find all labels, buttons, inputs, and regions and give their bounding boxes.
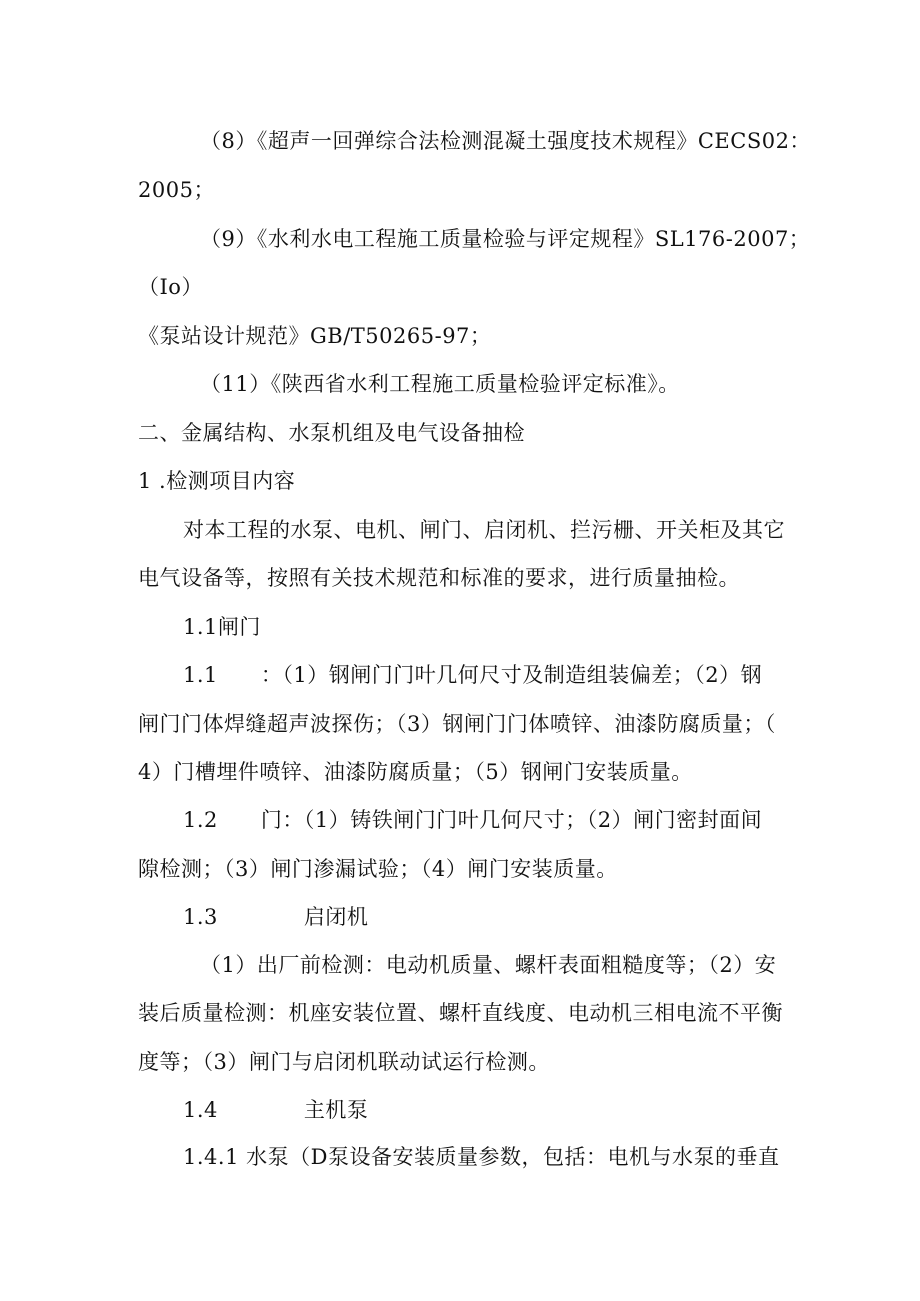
item-1-2-line-1: 1.2 门：（1）铸铁闸门门叶几何尺寸；（2）闸门密封面间: [183, 808, 763, 832]
item-1-3-line-2: 装后质量检测：机座安装位置、螺杆直线度、电动机三相电流不平衡: [138, 1001, 783, 1025]
item-1-4-heading: 1.4 主机泵: [183, 1098, 369, 1122]
reference-item-11: （11）《陕西省水利工程施工质量检验评定标准》。: [200, 372, 680, 396]
paragraph-intro-line-2: 电气设备等，按照有关技术规范和标准的要求，进行质量抽检。: [138, 566, 740, 590]
item-1-1-line-1: 1.1 ：（1）钢闸门门叶几何尺寸及制造组装偏差；（2）钢: [183, 663, 763, 687]
heading-gate: 1.1闸门: [183, 615, 261, 639]
reference-item-10-label: （Io）: [138, 275, 203, 299]
item-1-4-1-line-1: 1.4.1 水泵（D泵设备安装质量参数，包括：电机与水泵的垂直: [183, 1145, 780, 1169]
section-heading: 二、金属结构、水泵机组及电气设备抽检: [138, 421, 525, 445]
subsection-heading: 1 .检测项目内容: [138, 469, 296, 493]
item-1-3-line-1: （1）出厂前检测：电动机质量、螺杆表面粗糙度等；（2）安: [200, 953, 777, 977]
item-1-1-line-3: 4）门槽埋件喷锌、油漆防腐质量；（5）钢闸门安装质量。: [138, 760, 693, 784]
item-1-2-line-2: 隙检测；（3）闸门渗漏试验；（4）闸门安装质量。: [138, 857, 618, 881]
paragraph-intro-line-1: 对本工程的水泵、电机、闸门、启闭机、拦污栅、开关柜及其它: [183, 518, 785, 542]
reference-item-8-continuation: 2005；: [138, 178, 215, 202]
item-1-3-line-3: 度等；（3）闸门与启闭机联动试运行检测。: [138, 1050, 550, 1074]
reference-item-8: （8）《超声一回弹综合法检测混凝土强度技术规程》CECS02：: [200, 129, 811, 153]
item-1-3-heading: 1.3 启闭机: [183, 905, 369, 929]
reference-item-9: （9）《水利水电工程施工质量检验与评定规程》SL176-2007；: [200, 227, 811, 251]
reference-item-10: 《泵站设计规范》GB/T50265-97；: [138, 324, 492, 348]
item-1-1-line-2: 闸门门体焊缝超声波探伤；（3）钢闸门门体喷锌、油漆防腐质量；（: [138, 712, 776, 736]
